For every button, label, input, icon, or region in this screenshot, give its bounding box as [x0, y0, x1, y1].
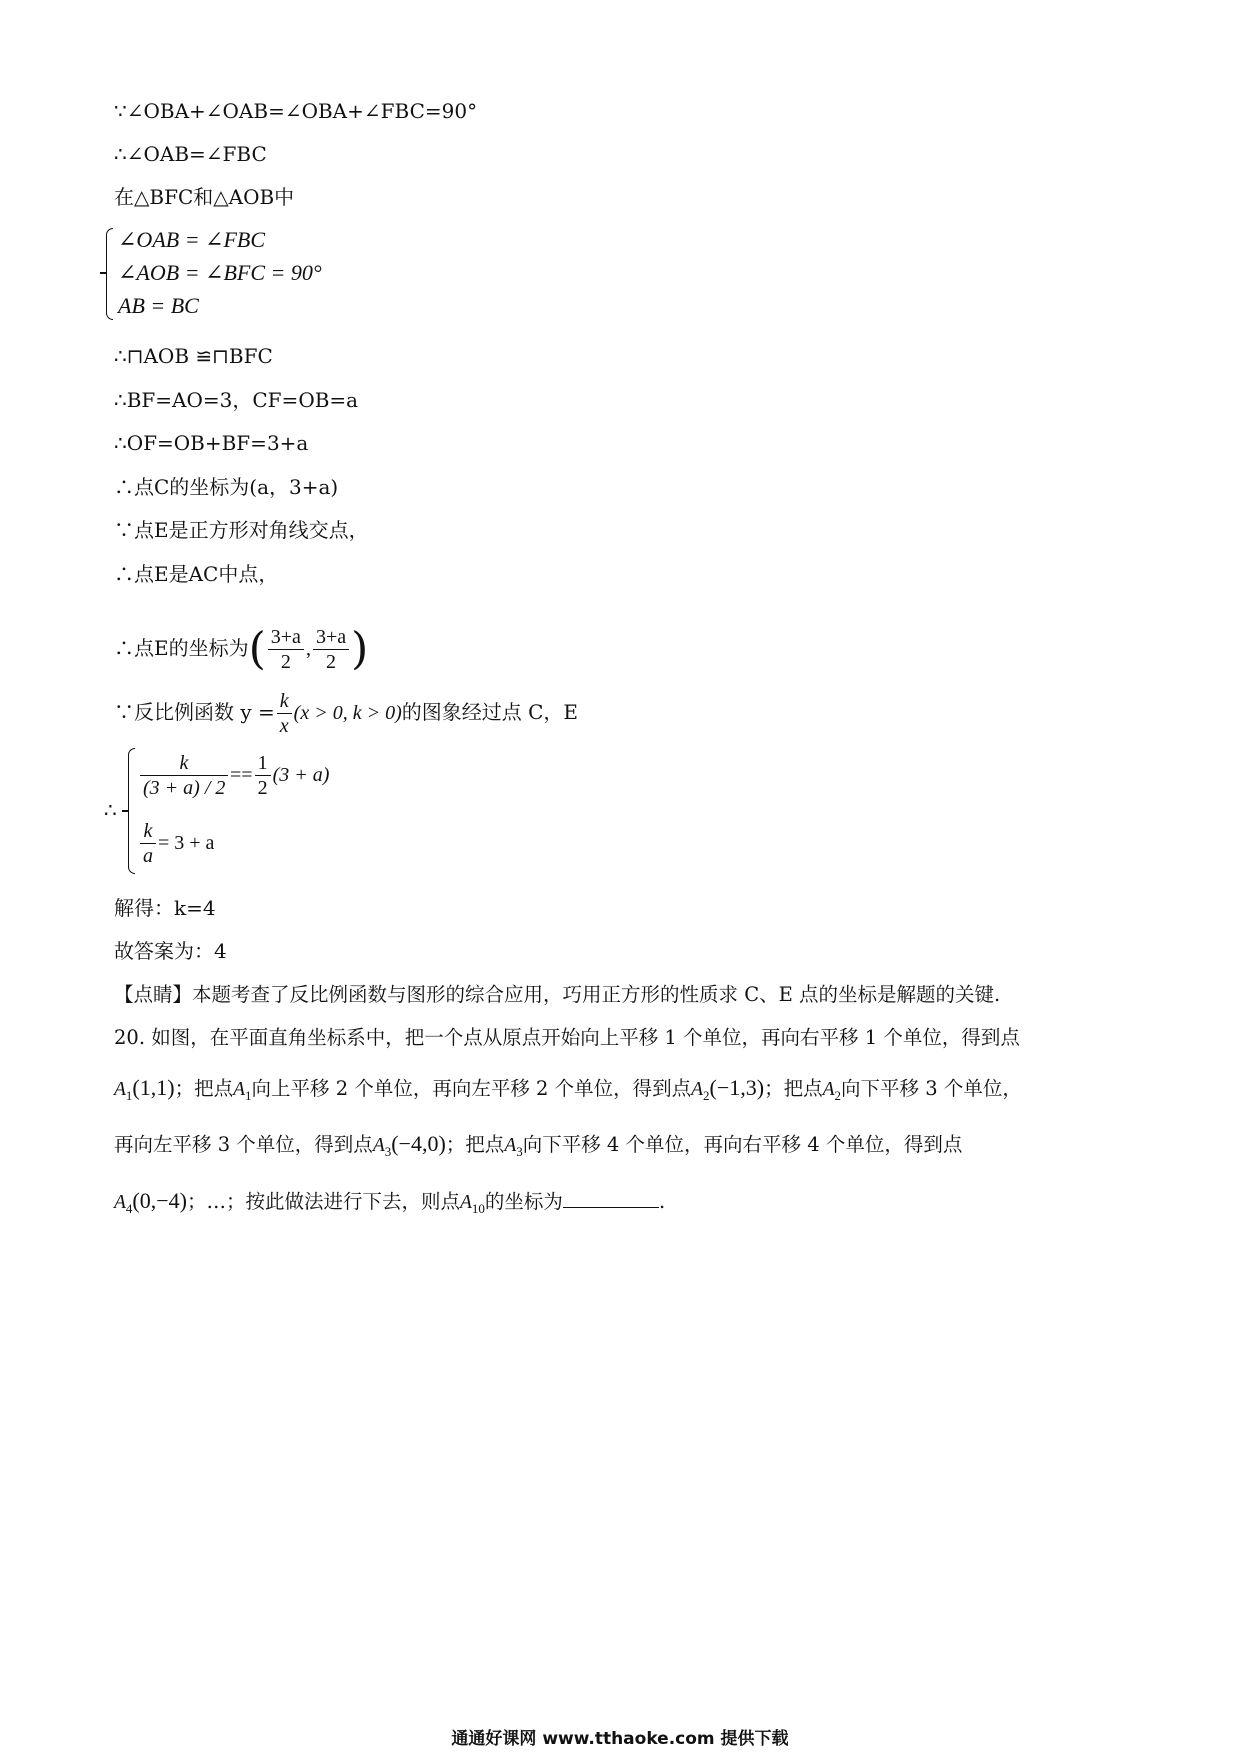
- q20-text: ；把点: [174, 1077, 234, 1100]
- point-a2-coord: (−1,3): [709, 1075, 765, 1100]
- row2-den: a: [143, 845, 153, 867]
- right-paren: ): [351, 623, 369, 675]
- brace-tip-2: [122, 810, 128, 812]
- q20-text: 的坐标为: [484, 1190, 563, 1213]
- point-a3-ref-sub: 3: [516, 1144, 523, 1159]
- function-condition: (x > 0, k > 0): [293, 702, 402, 724]
- system-row-2: ∠AOB = ∠BFC = 90°: [118, 260, 322, 285]
- row1-half: [255, 751, 271, 800]
- system-row-1: ∠OAB = ∠FBC: [118, 227, 266, 252]
- system2-row-1: [138, 748, 329, 801]
- question-20-line-1: 20. 如图，在平面直角坐标系中，把一个点从原点开始向上平移 1 个单位，再向右平移 1 个单位，得到点: [114, 1026, 1020, 1049]
- line-inverse-function: [114, 682, 578, 743]
- row2-tail: = 3 + a: [158, 832, 215, 854]
- fraction-x-den-fn: x: [279, 715, 289, 737]
- fraction-x: [268, 625, 304, 674]
- line-point-e-midpoint: ∴点E是AC中点，: [114, 562, 279, 586]
- point-a1-sub: 1: [125, 1088, 133, 1103]
- line-point-e-diagonal: ∵点E是正方形对角线交点，: [114, 518, 369, 542]
- page-footer: 通通好课网 www.tthaoke.com 提供下载: [451, 1729, 789, 1749]
- point-a1-coord: (1,1): [132, 1075, 175, 1100]
- point-a1: A: [114, 1079, 126, 1100]
- fraction-x-num: 3+a: [268, 625, 304, 650]
- row2-fraction: [140, 819, 156, 868]
- function-prefix: ∵反比例函数 y =: [114, 700, 275, 724]
- line-bf-cf: ∴BF=AO=3，CF=OB=a: [114, 388, 359, 412]
- point-a2: A: [691, 1079, 704, 1100]
- row2-num: k: [140, 819, 156, 844]
- point-a4-coord: (0,−4): [132, 1188, 187, 1213]
- fraction-k-over-x: [277, 689, 292, 738]
- q20-period: .: [658, 1190, 666, 1213]
- point-a3: A: [372, 1135, 385, 1156]
- line-angle-equal: ∴∠OAB=∠FBC: [114, 142, 267, 166]
- line-point-c: ∴点C的坐标为(a，3+a): [114, 475, 339, 499]
- left-brace: [106, 228, 113, 320]
- q20-text: 向下平移 4 个单位，再向右平移 4 个单位，得到点: [522, 1133, 963, 1156]
- line-of: ∴OF=OB+BF=3+a: [114, 431, 309, 455]
- q20-text: ；…；按此做法进行下去，则点: [186, 1190, 460, 1213]
- q20-text: 向上平移 2 个单位，再向左平移 2 个单位，得到点: [251, 1077, 692, 1100]
- line-congruent: ∴⊓AOB ≌⊓BFC: [114, 344, 273, 368]
- line-comment: 【点睛】本题考查了反比例函数与图形的综合应用，巧用正方形的性质求 C、E 点的坐标是解题的关键.: [114, 983, 1001, 1006]
- coord-sep: ,: [305, 638, 311, 660]
- therefore-symbol: ∴: [104, 798, 117, 822]
- line-triangles: 在△BFC和△AOB中: [114, 185, 295, 209]
- q20-text: ；把点: [445, 1133, 505, 1156]
- answer-blank[interactable]: [563, 1189, 659, 1208]
- q20-text: 再向左平移 3 个单位，得到点: [114, 1133, 373, 1156]
- point-a10-sub: 10: [471, 1201, 485, 1216]
- point-a4-sub: 4: [125, 1201, 133, 1216]
- brace-tip: [100, 272, 106, 274]
- line-solution: 解得：k=4: [114, 896, 216, 920]
- point-a3-sub: 3: [384, 1144, 392, 1159]
- half-den: 2: [257, 777, 268, 799]
- point-a1-ref: A: [233, 1079, 246, 1100]
- fraction-x-den: 2: [280, 651, 291, 673]
- point-a4: A: [114, 1192, 126, 1213]
- fraction-y-den: 2: [326, 651, 337, 673]
- line-point-e-coord: [114, 618, 368, 679]
- fraction-y: [313, 625, 349, 674]
- fraction-k-num: k: [277, 689, 292, 714]
- point-a3-coord: (−4,0): [391, 1131, 446, 1156]
- row1-den: (3 + a) / 2: [143, 777, 226, 799]
- point-a2-ref-sub: 2: [834, 1088, 842, 1103]
- row1-tail: (3 + a): [272, 764, 330, 786]
- row1-equals: ==: [230, 764, 253, 786]
- system2-row-2: [138, 816, 214, 869]
- point-a2-ref: A: [822, 1079, 835, 1100]
- question-20-line-4: [114, 1187, 665, 1223]
- half-num: 1: [255, 751, 271, 776]
- row1-fraction: [140, 751, 228, 800]
- coord-prefix: ∴点E的坐标为: [114, 636, 249, 660]
- function-suffix: 的图象经过点 C，E: [401, 700, 579, 724]
- point-a10: A: [460, 1192, 472, 1213]
- point-a3-ref: A: [504, 1135, 517, 1156]
- point-a1-ref-sub: 1: [245, 1088, 252, 1103]
- q20-text: ；把点: [764, 1077, 823, 1100]
- row1-num: k: [140, 751, 228, 776]
- question-20-line-2: [114, 1074, 1022, 1110]
- left-paren: (: [248, 623, 266, 675]
- point-a2-sub: 2: [703, 1088, 710, 1103]
- fraction-y-num: 3+a: [313, 625, 349, 650]
- line-angle-sum: ∵∠OBA+∠OAB=∠OBA+∠FBC=90°: [114, 99, 478, 123]
- left-brace-2: [128, 748, 135, 874]
- q20-text: 向下平移 3 个单位，: [841, 1077, 1022, 1100]
- line-answer: 故答案为：4: [114, 939, 227, 963]
- system-row-3: AB = BC: [118, 293, 199, 318]
- question-20-line-3: [114, 1130, 962, 1166]
